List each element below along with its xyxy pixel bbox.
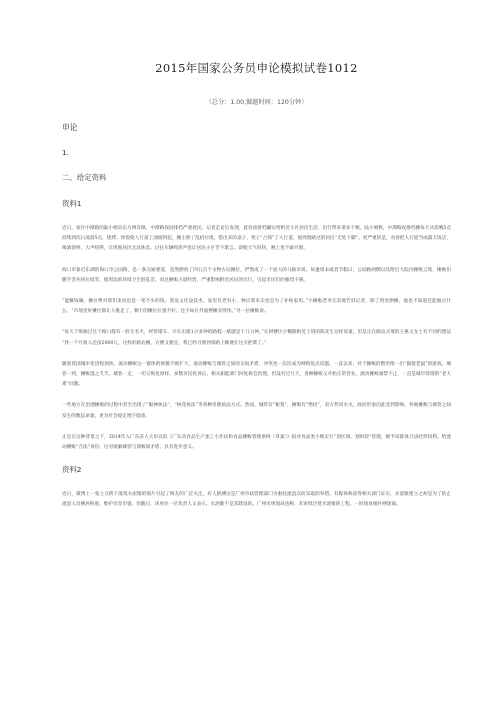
material-2-label: 资料2 bbox=[62, 465, 82, 475]
question-number: 1. bbox=[62, 148, 70, 157]
material-2-paragraph: 近日，微博上一张立交桥下泼筑水泥锥的图片引起了网友的广泛关注，有人猜测这是广州市政管理部门为驱赶流浪汉而采取的举措。有媒体称获得相关部门证实，水泥锥建立之初是为了防止流浪人员栖居桥底，维护市容市貌。但随后，该单位一位负责人又表示，水泥锥不是其辖设的。广州市规划局也称，未审批过建水泥锥的工程。一时间真相扑朔迷离。 bbox=[62, 492, 451, 508]
material-1-paragraph: 正是在这种背景之下，2014年入广东省人大审议的《广东省食品生产加工小作坊和食品摊贩管理条例（草案）》拟对食品类小贩实行“划区域、划时段”管理，赋予该群体合法经营权利。给流动摊贩“合法”身份，这对缓解城管与商贩间矛盾，具有进步意义。 bbox=[62, 434, 451, 451]
material-1-paragraph: “能赚钱嘛，摊位费对我们来说也是一笔不少的钱，我没文化没技术，家里有老有小，种点菜来卖也是为了补贴家用。”小摊贩老李无奈地告诉记者，除了到处摆摊，他也不知道还能做点什么。“市场里好摊位都让人挑走了，剩下的摊位位置不好，还不如在外面摆摊卖得快。”另一位摊贩说。 bbox=[62, 299, 451, 315]
material-1-paragraph: 近日，家住中潭路的陆小姐向东方网反映，中潭路夜间排档严重扰民。记者走访后发现，此处夜排档确实给附近小区居民生活、出行带来诸多不便。陆小姐称，中潭路夜排档摊每天从傍晚5点持续到次日凌晨5点，烧烤、炒饭使人行道上油烟四起，摊主除了乱扔垃圾，搭出来的桌子、凳子“占领”了人行道，使周围路过的居民“无处下脚”。更严重的是，食客把人行道当成露天饭店，喝酒划拳，大声喧哗，让周围居民无法休息。过往车辆鸣笛声也让居民小区苦不堪言。即使天气闷热，晚上也不敢开窗。 bbox=[62, 226, 451, 252]
exam-subtitle: （总分：1.00,做题时间：120分钟） bbox=[205, 99, 308, 106]
material-1-paragraph: 随着我国城市化进程加快，流动摊贩这一群体的规模不断扩大，流动摊贩与城管之间的尖锐矛盾、冲突也一次次成为网络焦点话题。一直以来，对于摊贩的整治像一出“猫捉老鼠”的游戏。城管一到，摊贩逃之夭夭，城管一走，一切又恢复原样。多数市民投诉后，相关职能部门回复称会治理，但没有过几天，各种摊贩又开始正常营业。流动摊贩屡禁不止，一直是城市管理的“老大难”问题。 bbox=[62, 361, 451, 388]
material-1-paragraph: “每天下班路过这个路口都有一股无名火，经常堵车，开车出就1分多钟的路程一堵就是十几分钟。”在拱楼区小糊路附近上班的陈先生这样说道。但是正在路边买菜的王惠文女士有不同的想法 “我一个月收入还没2000元，这样的路边摊，方便又便宜，我已经习惯到家路上顺便在这买把菜了。” bbox=[62, 330, 451, 346]
section-heading: 申论 bbox=[62, 123, 78, 132]
material-1-paragraph: 一些地方在治理摊贩的过程中甚至出现了“眼神执法”、“树花执法”等各种奇葩执法方式。然而，城管有“秘笈”，摊贩有“绝招”，双方势同水火，政府形象因此受到影响。各地摊贩与城管之间发生的数起命案，更为社会稳定埋下隐患。 bbox=[62, 403, 451, 419]
material-1-paragraph: 海口市靠近东湖的海口市公园路，是一条交通要道，竟然摆放了四五百个文物古玩摊位，俨然成了一个庞大的马路市场。每逢周末或者节假日，公园路两侧以及附近大院内摊贩云集，摊贩们随手丢弃的垃圾等，使周边的环境卫生脏乱差，而且摊贩占道经营，严重影响附近居民的出行，引起市民们的强烈不满。 bbox=[62, 267, 451, 283]
exam-title: 2015年国家公务员申论模拟试卷1012 bbox=[155, 61, 358, 75]
part-heading: 二、给定资料 bbox=[62, 173, 107, 182]
material-1-label: 资料1 bbox=[62, 199, 82, 208]
